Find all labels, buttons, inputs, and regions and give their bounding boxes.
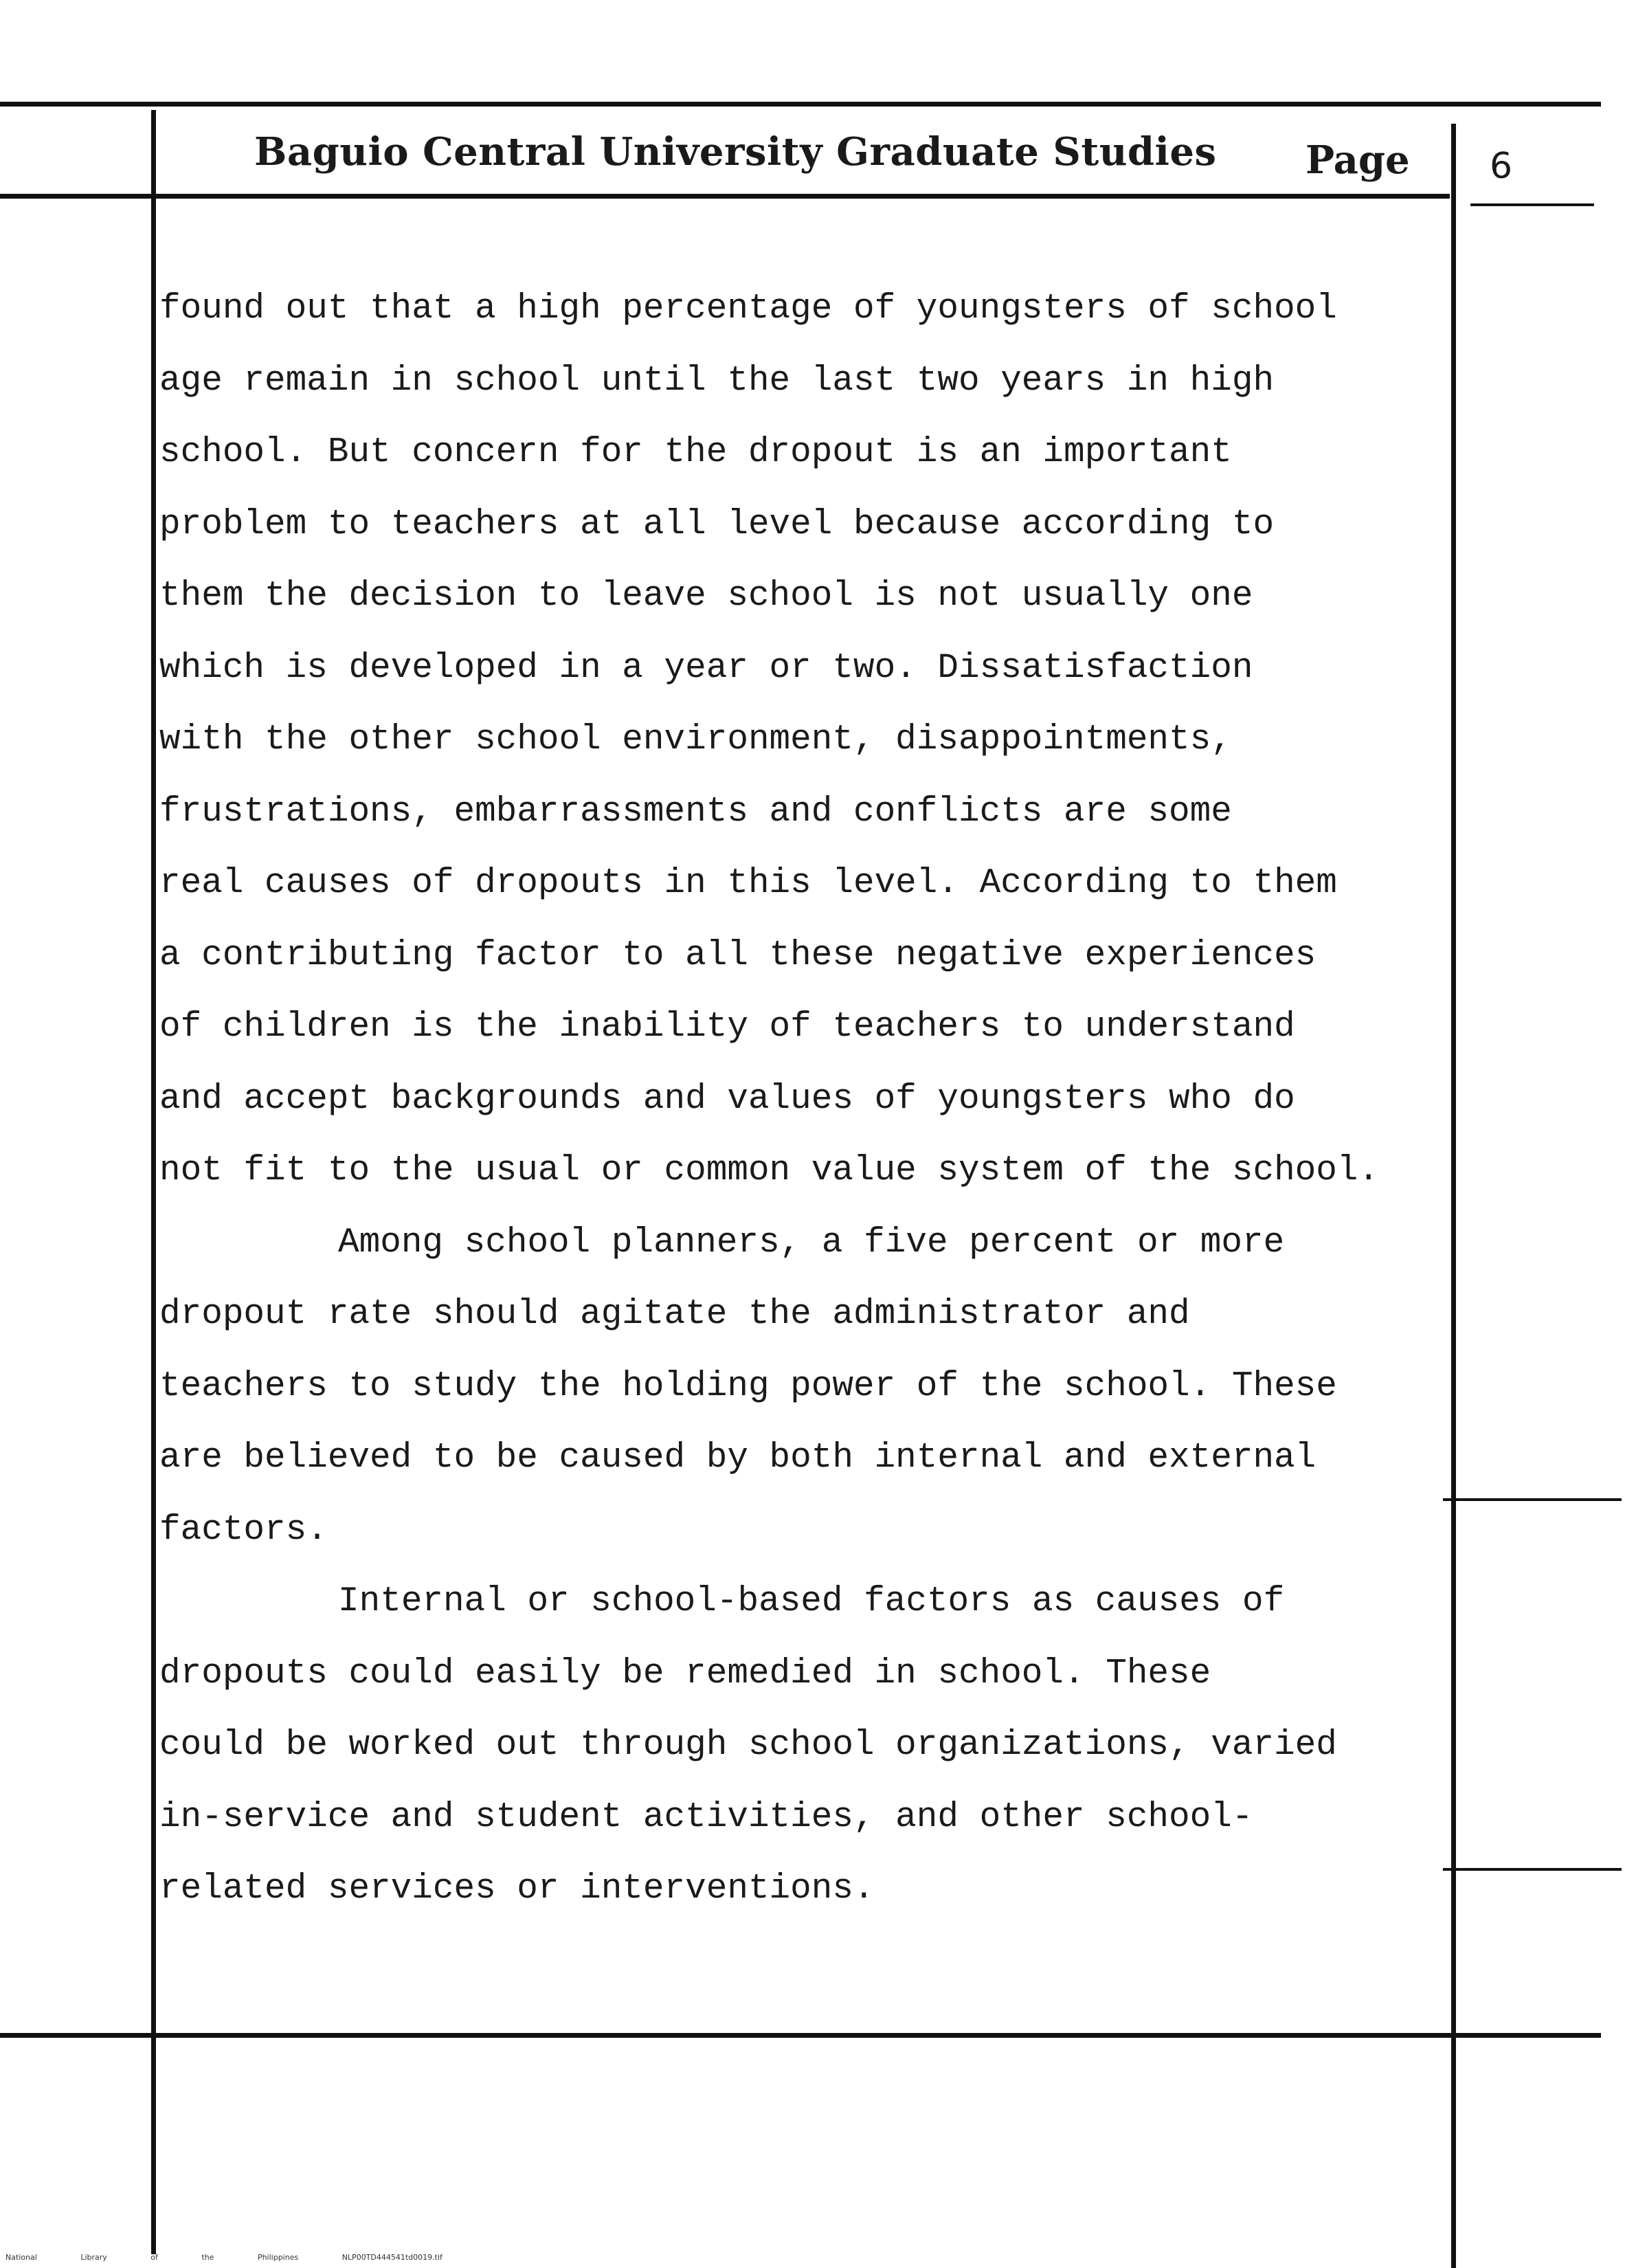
margin-header-rule <box>1470 203 1594 206</box>
text-line: teachers to study the holding power of the school. These <box>159 1366 1337 1406</box>
top-rule <box>0 102 1601 107</box>
text-line: in-service and student activities, and other school- <box>159 1797 1253 1837</box>
text-line: school. But concern for the dropout is an important <box>159 433 1232 472</box>
text-line: found out that a high percentage of youngsters of school <box>159 289 1337 329</box>
page-label: Page <box>1306 137 1410 183</box>
page-title: Baguio Central University Graduate Studies <box>254 129 1217 175</box>
text-line: which is developed in a year or two. Dissatisfaction <box>159 648 1253 688</box>
text-line: frustrations, embarrassments and conflicts are some <box>159 792 1232 832</box>
text-line: not fit to the usual or common value system of the school. <box>159 1151 1380 1190</box>
margin-rule-lower <box>1443 1868 1622 1871</box>
body-text <box>159 274 1451 1926</box>
text-line: with the other school environment, disappointments, <box>159 720 1232 759</box>
margin-rule-mid <box>1443 1498 1622 1501</box>
right-margin-line <box>1451 124 1456 2268</box>
text-line: could be worked out through school organizations, varied <box>159 1726 1337 1765</box>
text-line: problem to teachers at all level because according to <box>159 504 1275 544</box>
text-line: factors. <box>159 1510 328 1550</box>
text-line: related services or interventions. <box>159 1869 875 1909</box>
paragraph-start-line: Among school planners, a five percent or more <box>338 1223 1285 1263</box>
text-line: and accept backgrounds and values of youngsters who do <box>159 1079 1295 1119</box>
text-line: age remain in school until the last two years in high <box>159 361 1275 401</box>
text-line: of children is the inability of teachers to understand <box>159 1008 1295 1047</box>
paragraph-start-line: Internal or school-based factors as causes of <box>338 1582 1285 1621</box>
text-line: dropouts could easily be remedied in school. These <box>159 1654 1211 1693</box>
header-bottom-rule <box>0 194 1450 199</box>
page-number: 6 <box>1490 146 1513 187</box>
text-line: real causes of dropouts in this level. According to them <box>159 864 1337 903</box>
left-margin-line <box>151 110 156 2254</box>
text-line: are believed to be caused by both internal and external <box>159 1438 1317 1478</box>
bottom-rule <box>0 2033 1601 2038</box>
text-line: a contributing factor to all these negative experiences <box>159 935 1317 975</box>
text-line: them the decision to leave school is not usually one <box>159 577 1253 616</box>
scan-footer-credit: National Library of the Philippines NLP00TD444541td0019.tif <box>5 2253 442 2262</box>
text-line: dropout rate should agitate the administrator and <box>159 1295 1190 1334</box>
